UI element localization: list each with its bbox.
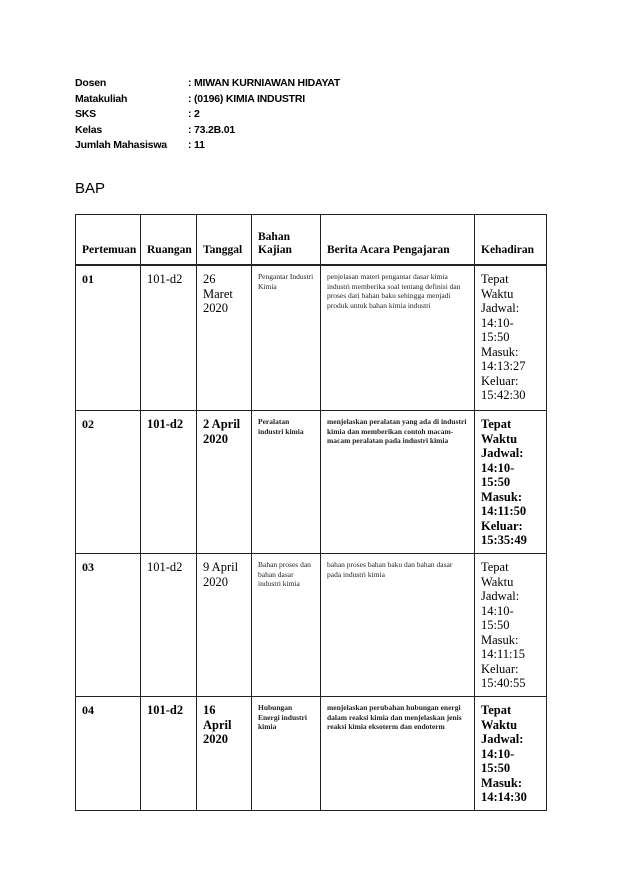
attendance-line: Waktu: [481, 286, 514, 301]
attendance-line: Masuk:: [481, 489, 522, 504]
info-label: Kelas: [75, 123, 103, 136]
attendance-line: 14:10-: [481, 460, 515, 475]
info-label: Jumlah Mahasiswa: [75, 139, 167, 151]
attendance-line: 15:50: [481, 761, 511, 775]
info-value: : (0196) KIMIA INDUSTRI: [188, 92, 305, 105]
teaching-report: menjelaskan perubahan hubungan energi dalam reaksi kimia dan menjelaskan jenis reaksi kimia eksoterm dan endoterm: [321, 697, 475, 811]
info-row-sks: [75, 107, 340, 123]
attendance-line: Tepat: [481, 703, 512, 717]
info-label: Dosen: [75, 77, 107, 89]
topic: Bahan proses dan bahan dasar industri kimia: [252, 554, 321, 697]
column-header-ruangan: Ruangan: [141, 215, 197, 266]
topic: Pengantar Industri Kimia: [252, 265, 321, 411]
meeting-number: 01: [76, 265, 141, 411]
info-value: : 73.2B.01: [188, 123, 236, 136]
info-label: SKS: [75, 108, 96, 120]
column-header-bahan-kajian: Bahan Kajian: [252, 215, 321, 266]
teaching-report: menjelaskan peralatan yang ada di industri kimia dan memberikan contoh macam-macam peralatan pada industri kimia: [321, 411, 475, 554]
table-row: [76, 697, 547, 811]
teaching-report: penjelasan materi pengantar dasar kimia industri memberika soal tentang definisi dan proses dari bahan baku sehingga menjadi produk untuk bahan kimia industri: [321, 265, 475, 411]
date: 26 Maret 2020: [197, 265, 252, 411]
info-row-kelas: [75, 123, 340, 139]
attendance-line: Keluar:: [481, 373, 519, 388]
info-row-matakuliah: [75, 92, 340, 108]
attendance-line: 15:50: [481, 330, 510, 344]
table-row: [76, 411, 547, 554]
attendance-line: 14:10-: [481, 603, 514, 618]
topic: Peralatan industri kimia: [252, 411, 321, 554]
attendance-line: Jadwal:: [481, 301, 520, 315]
attendance-line: 14:11:50: [481, 504, 527, 518]
info-value: : MIWAN KURNIAWAN HIDAYAT: [188, 77, 341, 89]
teaching-report: bahan proses bahan baku dan bahan dasar pada industri kimia: [321, 554, 475, 697]
attendance-line: Keluar:: [481, 518, 523, 533]
attendance-line: Jadwal:: [481, 589, 520, 603]
table-header-row: [76, 215, 547, 266]
attendance-line: Waktu: [481, 717, 518, 732]
attendance-line: Waktu: [481, 431, 518, 446]
attendance-line: Tepat: [481, 560, 509, 574]
attendance-line: Jadwal:: [481, 732, 524, 746]
section-title: BAP: [75, 180, 106, 197]
attendance-line: 14:10-: [481, 746, 515, 761]
column-header-pertemuan: Pertemuan: [76, 215, 141, 266]
meeting-number: 02: [76, 411, 141, 554]
info-value: : 2: [188, 108, 200, 120]
attendance-line: 15:50: [481, 618, 510, 632]
attendance: [475, 554, 547, 697]
attendance-line: 15:42:30: [481, 388, 526, 402]
attendance-line: Masuk:: [481, 632, 519, 647]
bap-table: [75, 214, 547, 811]
info-label: Matakuliah: [75, 92, 128, 105]
attendance-line: 15:35:49: [481, 533, 527, 547]
attendance-line: 15:50: [481, 475, 511, 489]
info-row-jumlah-mahasiswa: [75, 138, 340, 154]
meeting-number: 04: [76, 697, 141, 811]
attendance-line: 14:11:15: [481, 647, 525, 661]
date: 9 April 2020: [197, 554, 252, 697]
attendance-line: 14:13:27: [481, 359, 526, 373]
info-row-dosen: [75, 76, 340, 92]
info-value: : 11: [188, 139, 205, 151]
course-info: [75, 76, 340, 154]
room: 101-d2: [141, 554, 197, 697]
attendance-line: Keluar:: [481, 661, 519, 676]
attendance-line: Waktu: [481, 574, 514, 589]
attendance: [475, 265, 547, 411]
attendance-line: Masuk:: [481, 344, 519, 359]
attendance-line: 15:40:55: [481, 676, 526, 690]
topic: Hubungan Energi industri kimia: [252, 697, 321, 811]
attendance-line: 14:10-: [481, 315, 514, 330]
room: 101-d2: [141, 411, 197, 554]
date: 2 April 2020: [197, 411, 252, 554]
attendance-line: Masuk:: [481, 775, 522, 790]
attendance: [475, 411, 547, 554]
attendance-line: Tepat: [481, 417, 512, 431]
attendance-line: 14:14:30: [481, 790, 527, 804]
attendance-line: Tepat: [481, 272, 509, 286]
column-header-tanggal: Tanggal: [197, 215, 252, 266]
attendance: [475, 697, 547, 811]
table-row: [76, 265, 547, 411]
column-header-berita-acara: Berita Acara Pengajaran: [321, 215, 475, 266]
table-row: [76, 554, 547, 697]
column-header-kehadiran: Kehadiran: [475, 215, 547, 266]
date: 16 April 2020: [197, 697, 252, 811]
attendance-line: Jadwal:: [481, 446, 524, 460]
room: 101-d2: [141, 265, 197, 411]
room: 101-d2: [141, 697, 197, 811]
meeting-number: 03: [76, 554, 141, 697]
